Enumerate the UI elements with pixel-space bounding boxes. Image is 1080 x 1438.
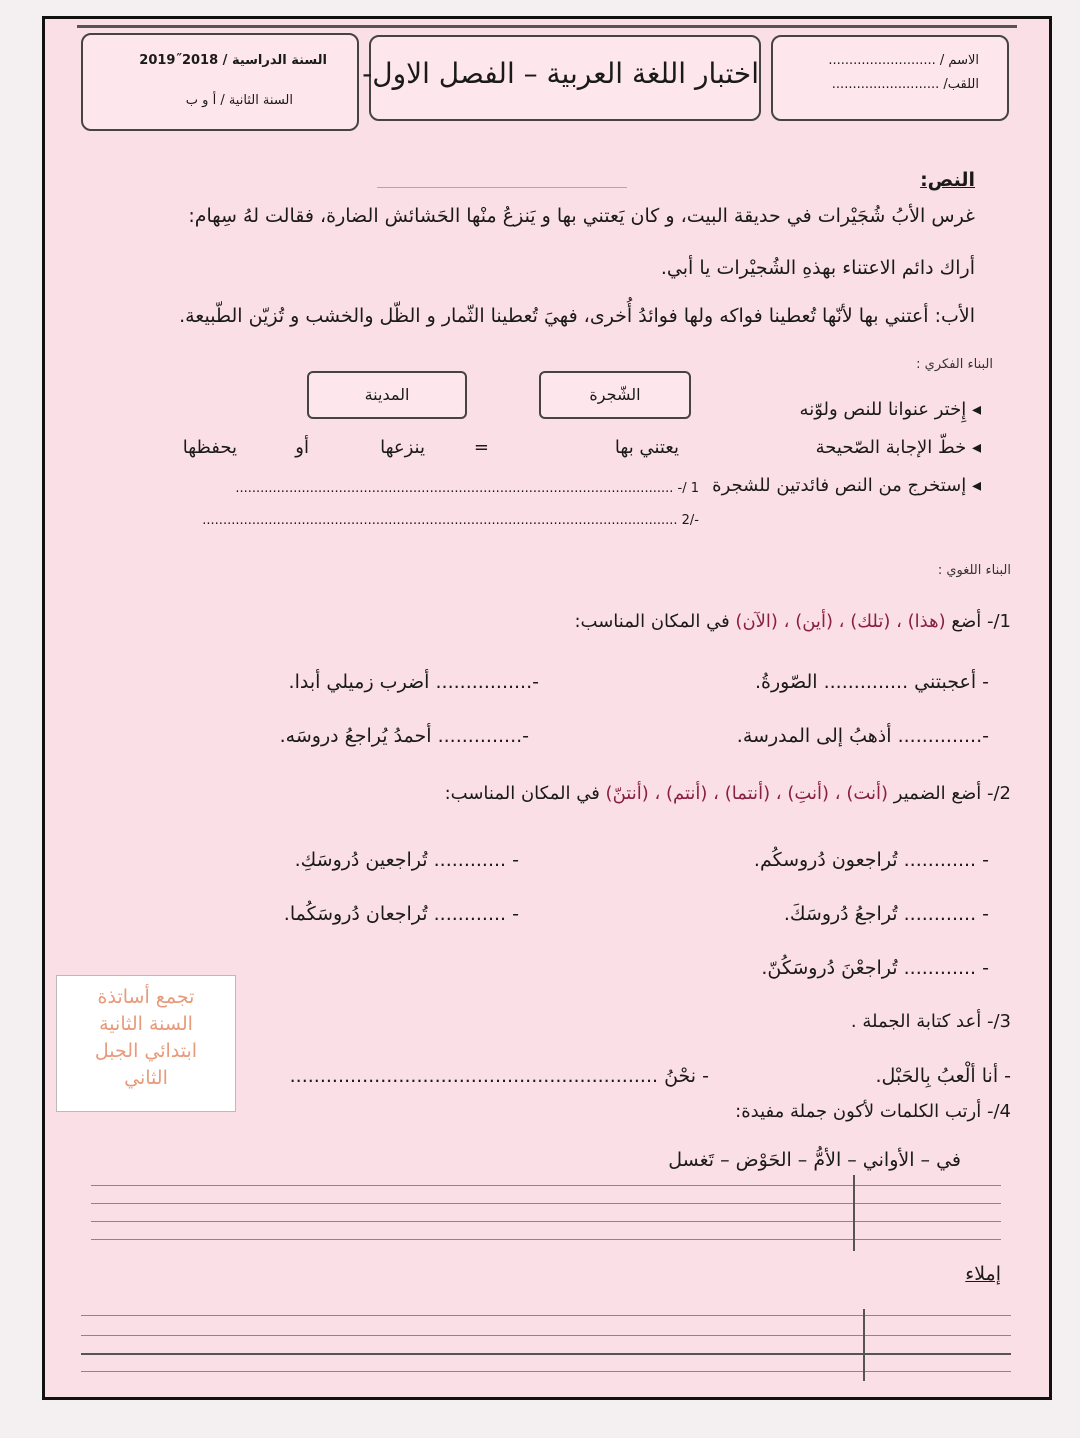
lang-q2-words: (أنت) ، (أنتِ) ، (أنتما) ، (أنتم) ، (أنتنّ) [605, 783, 889, 804]
exam-sheet [42, 16, 1052, 1400]
comprehension-heading: البناء الفكري : [916, 357, 993, 372]
lang-q2-a[interactable]: - ............ تُراجعون دُروسكُم. [753, 849, 989, 871]
language-heading: البناء اللغوي : [937, 563, 1011, 578]
answer-line[interactable] [91, 1203, 1001, 1204]
title-box [362, 35, 761, 121]
dictation-heading: إملاء [965, 1263, 1001, 1285]
lang-q4 [735, 1101, 1011, 1122]
lang-q3 [851, 1011, 1011, 1032]
q3-answer-1[interactable]: 1 /- .......................................................................................................... [235, 481, 699, 496]
choice-city[interactable]: المدينة [307, 371, 467, 419]
arrow-icon: ◂ [966, 399, 981, 420]
dictation-line[interactable] [81, 1353, 1011, 1355]
lang-q1-c[interactable]: -.............. أذهبُ إلى المدرسة. [736, 725, 989, 747]
lang-q2-num: 2/- [986, 783, 1011, 804]
comp-q3-text: إستخرج من النص فائدتين للشجرة [712, 475, 967, 496]
arrow-icon: ◂ [966, 475, 981, 496]
q2-word: يعتني بها [614, 437, 679, 458]
q2-or: أو [295, 437, 309, 458]
stamp-line-1: تجمع أساتذة [97, 986, 195, 1008]
lang-q4-text: أرتب الكلمات لأكون جملة مفيدة: [735, 1101, 982, 1122]
dictation-line[interactable] [81, 1371, 1011, 1372]
lang-q2-d[interactable]: - ............ تُراجعان دُروسَكُما. [283, 903, 519, 925]
arrow-icon: ◂ [966, 437, 981, 458]
comp-q2-text: خطّ الإجابة الصّحيحة [815, 437, 967, 458]
lang-q2-e[interactable]: - ............ تُراجعْنَ دُروسَكُنّ. [761, 957, 989, 979]
comp-q1 [800, 399, 981, 420]
q2-option-2[interactable]: يحفظها [182, 437, 237, 458]
lang-q1-tail: في المكان المناسب: [574, 611, 730, 632]
comp-q3 [712, 475, 981, 496]
lang-q2 [445, 783, 1011, 804]
name-dots[interactable]: .......................... [828, 53, 936, 68]
lang-q3-text: أعد كتابة الجملة . [850, 1011, 982, 1032]
margin-line [853, 1175, 855, 1251]
q2-equals: = [473, 437, 489, 458]
lang-q3-a: - أنا ألْعبُ بِالحَبْل. [875, 1065, 1011, 1087]
name-label: الاسم / [939, 53, 979, 68]
year-box [81, 33, 359, 131]
lang-q1-num: 1/- [986, 611, 1011, 632]
text-heading: النص: [920, 169, 975, 191]
margin-line [863, 1309, 865, 1381]
lang-q2-text: أضع الضمير [893, 783, 982, 804]
school-year: السنة الدراسية / 2018˝2019 [139, 53, 327, 68]
text-line-1: غرس الأبُ شُجَيْرات في حديقة البيت، و كان يَعتني بها و يَنزعُ منْها الحَشائش الضارة، فقالت لهُ سِهام: [188, 205, 975, 227]
comp-q1-text: إِختر عنوانا للنص ولوّنه [799, 399, 967, 420]
lang-q3-b[interactable]: - نحْنُ ............................................................. [289, 1065, 709, 1087]
text-line-2: أراك دائم الاعتناء بهذهِ الشُجيْرات يا أبي. [660, 257, 975, 279]
name-box [771, 35, 1009, 121]
exam-title: اختبار اللغة العربية – الفصل الاول- [362, 57, 759, 90]
name-row [828, 53, 979, 68]
text-line-3: الأب: أعتني بها لأنّها تُعطينا فواكه ولها فوائدُ أُخرى، فهيَ تُعطينا الثّمار و الظّل والخشب و تُزيّن الطّبيعة. [179, 305, 975, 327]
answer-line[interactable] [91, 1185, 1001, 1186]
q2-option-1[interactable]: ينزعها [380, 437, 425, 458]
stamp-line-3: ابتدائي الجبل [94, 1040, 198, 1062]
choice-tree[interactable]: الشّجرة [539, 371, 691, 419]
lang-q1-words: (هذا) ، (تلك) ، (أين) ، (الآن) [735, 611, 946, 632]
top-rule [77, 25, 1017, 28]
surname-label: اللقب/ [943, 77, 979, 92]
title-blank-line [377, 187, 627, 188]
lang-q3-num: 3/- [986, 1011, 1011, 1032]
q3-answer-2[interactable]: -/2 ................................................................................................................... [202, 513, 699, 528]
answer-line[interactable] [91, 1239, 1001, 1240]
dictation-line[interactable] [81, 1335, 1011, 1336]
dictation-line[interactable] [81, 1315, 1011, 1316]
lang-q1-d[interactable]: -.............. أحمدُ يُراجعُ دروسَه. [279, 725, 529, 747]
surname-dots[interactable]: .......................... [831, 77, 940, 92]
lang-q1-a[interactable]: - أعجبتني .............. الصّورةُ. [755, 671, 989, 693]
lang-q1 [574, 611, 1011, 632]
lang-q2-tail: في المكان المناسب: [444, 783, 600, 804]
lang-q4-num: 4/- [986, 1101, 1011, 1122]
lang-q2-c[interactable]: - ............ تُراجعُ دُروسَكَ. [783, 903, 989, 925]
comp-q2 [816, 437, 981, 458]
surname-row [832, 77, 979, 92]
lang-q1-text: أضع [951, 611, 982, 632]
stamp-line-4: الثاني [124, 1067, 168, 1089]
lang-q2-b[interactable]: - ............ تُراجعين دُروسَكِ. [294, 849, 519, 871]
lang-q4-words: في – الأواني – الأمُّ – الحَوْض – تَغسل [668, 1149, 961, 1171]
class-label: السنة الثانية / أ و ب [185, 93, 293, 108]
answer-line[interactable] [91, 1221, 1001, 1222]
teachers-stamp [56, 975, 236, 1112]
stamp-line-2: السنة الثانية [99, 1013, 193, 1035]
lang-q1-b[interactable]: -................ أضرب زميلي أبدا. [288, 671, 539, 693]
